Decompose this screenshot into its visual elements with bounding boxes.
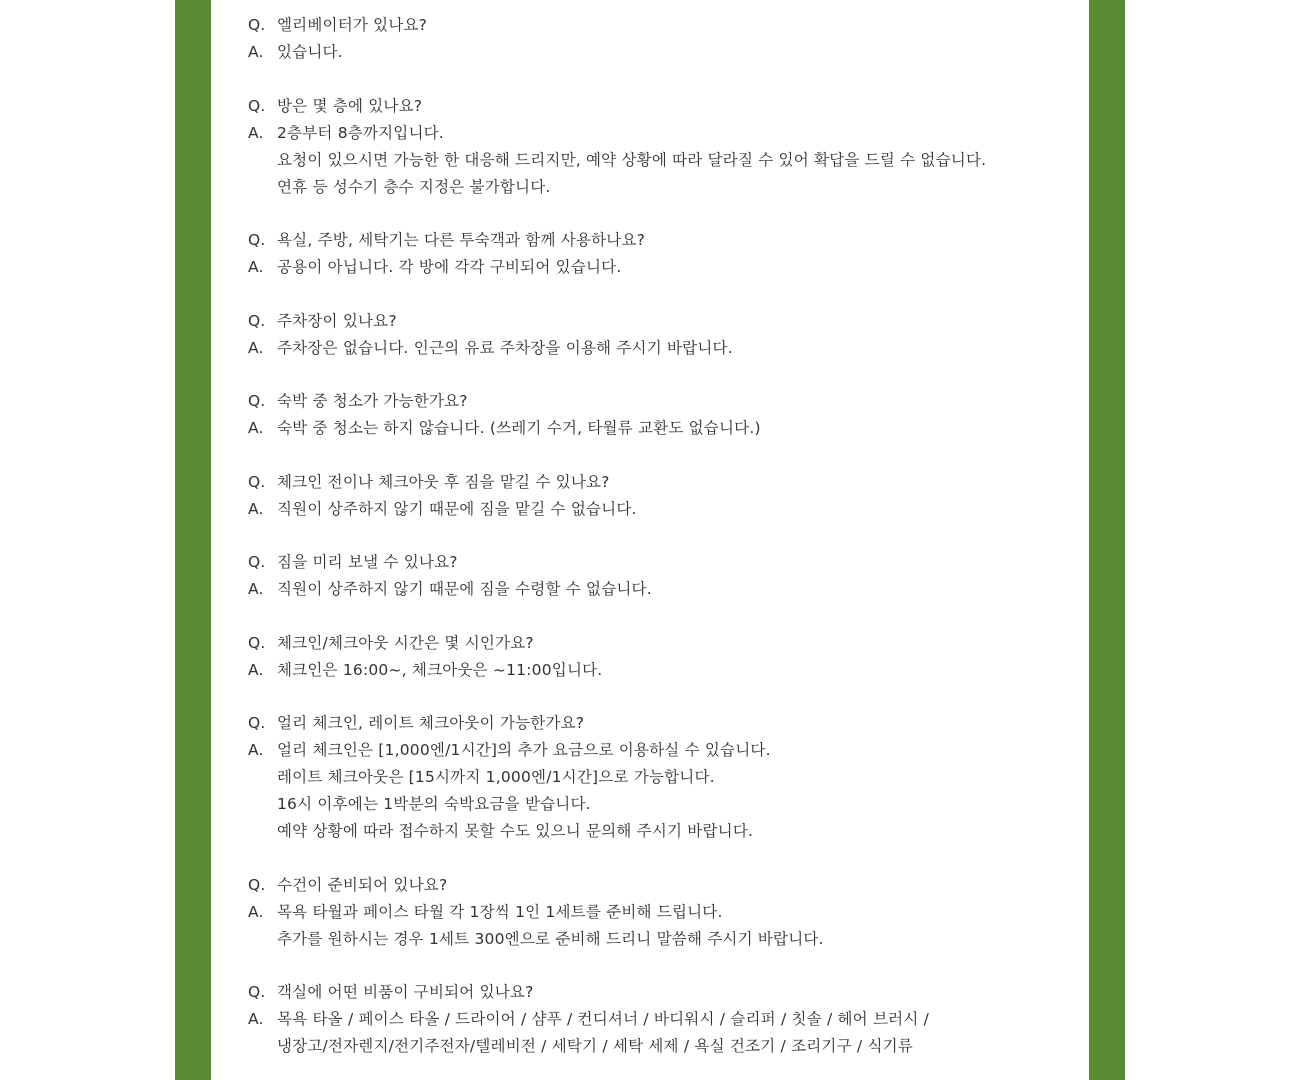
answer-line [248,147,1078,174]
question-text: 객실에 어떤 비품이 구비되어 있나요? [277,983,534,1001]
question-text: 짐을 미리 보낼 수 있나요? [277,553,458,571]
answer-line [248,576,1078,603]
answer-prefix [248,1033,277,1060]
answer-line [248,496,1078,523]
faq-item [248,979,1078,1060]
answer-line [248,791,1078,818]
faq-item [248,872,1078,953]
answer-prefix: A. [248,1010,264,1028]
answer-line [248,39,1078,66]
question-text: 얼리 체크인, 레이트 체크아웃이 가능한가요? [277,714,585,732]
question-prefix: Q. [248,875,266,894]
answer-line [248,1033,1078,1060]
answer-prefix [248,764,277,791]
faq-item [248,630,1078,684]
answer-line [248,737,1078,764]
question-prefix: Q. [248,983,266,1001]
answer-text: 2층부터 8층까지입니다. [277,123,444,142]
answer-prefix: A. [248,499,264,518]
answer-line [248,254,1078,281]
answer-text: 주차장은 없습니다. 인근의 유료 주차장을 이용해 주시기 바랍니다. [277,338,733,357]
answer-prefix: A. [248,902,264,921]
faq-item [248,388,1078,442]
question-line [248,979,1078,1006]
answer-line [248,120,1078,147]
question-text: 수건이 준비되어 있나요? [277,875,448,894]
question-text: 방은 몇 층에 있나요? [277,96,423,115]
faq-item [248,227,1078,281]
answer-prefix [248,174,277,201]
answer-prefix: A. [248,338,264,357]
answer-line [248,764,1078,791]
question-prefix: Q. [248,16,266,34]
question-line [248,93,1078,120]
answer-prefix: A. [248,258,264,276]
answer-line [248,657,1078,684]
faq-item [248,308,1078,362]
answer-line [248,818,1078,845]
question-prefix: Q. [248,472,266,491]
question-prefix: Q. [248,714,266,732]
answer-prefix [248,147,277,174]
answer-text: 연휴 등 성수기 층수 지정은 불가합니다. [277,177,551,196]
question-line [248,388,1078,415]
question-text: 체크인/체크아웃 시간은 몇 시인가요? [277,633,534,652]
answer-text: 냉장고/전자렌지/전기주전자/텔레비전 / 세탁기 / 세탁 세제 / 욕실 건조기 / 조리기구 / 식기류 [277,1037,913,1055]
question-prefix: Q. [248,392,266,410]
question-line [248,549,1078,576]
question-prefix: Q. [248,553,266,571]
answer-text: 요청이 있으시면 가능한 한 대응해 드리지만, 예약 상황에 따라 달라질 수 있어 확답을 드릴 수 없습니다. [277,150,987,169]
answer-text: 숙박 중 청소는 하지 않습니다. (쓰레기 수거, 타월류 교환도 없습니다.) [277,419,761,437]
answer-prefix: A. [248,741,264,759]
answer-line [248,335,1078,362]
question-line [248,227,1078,254]
answer-prefix: A. [248,660,264,679]
answer-line [248,926,1078,953]
question-line [248,630,1078,657]
faq-item [248,93,1078,201]
answer-text: 목욕 타올 / 페이스 타올 / 드라이어 / 샴푸 / 컨디셔너 / 바디워시 / 슬리퍼 / 칫솔 / 헤어 브러시 / [277,1010,930,1028]
question-text: 주차장이 있나요? [277,311,397,330]
question-line [248,308,1078,335]
question-line [248,12,1078,39]
right-green-border [1089,0,1125,1080]
question-line [248,710,1078,737]
answer-line [248,415,1078,442]
answer-text: 예약 상황에 따라 접수하지 못할 수도 있으니 문의해 주시기 바랍니다. [277,822,754,840]
question-prefix: Q. [248,231,266,249]
answer-line [248,899,1078,926]
faq-item [248,469,1078,523]
answer-prefix: A. [248,123,264,142]
left-green-border [175,0,211,1080]
answer-prefix [248,791,277,818]
faq-item [248,549,1078,603]
answer-text: 있습니다. [277,43,343,61]
answer-text: 공용이 아닙니다. 각 방에 각각 구비되어 있습니다. [277,258,622,276]
faq-item [248,710,1078,845]
question-prefix: Q. [248,311,266,330]
answer-prefix: A. [248,43,264,61]
answer-text: 추가를 원하시는 경우 1세트 300엔으로 준비해 드리니 말씀해 주시기 바랍니다. [277,929,824,948]
question-text: 욕실, 주방, 세탁기는 다른 투숙객과 함께 사용하나요? [277,231,646,249]
answer-prefix: A. [248,580,264,598]
answer-text: 얼리 체크인은 [1,000엔/1시간]의 추가 요금으로 이용하실 수 있습니다. [277,741,771,759]
question-text: 체크인 전이나 체크아웃 후 짐을 맡길 수 있나요? [277,472,610,491]
answer-prefix [248,818,277,845]
question-prefix: Q. [248,96,266,115]
question-prefix: Q. [248,633,266,652]
question-text: 숙박 중 청소가 가능한가요? [277,392,468,410]
answer-line [248,174,1078,201]
faq-list [248,12,1078,1080]
answer-text: 직원이 상주하지 않기 때문에 짐을 맡길 수 없습니다. [277,499,637,518]
question-text: 엘리베이터가 있나요? [277,16,428,34]
question-line [248,872,1078,899]
answer-text: 체크인은 16:00~, 체크아웃은 ~11:00입니다. [277,660,603,679]
question-line [248,469,1078,496]
answer-prefix [248,926,277,953]
faq-item [248,12,1078,66]
answer-text: 레이트 체크아웃은 [15시까지 1,000엔/1시간]으로 가능합니다. [277,768,715,786]
answer-line [248,1006,1078,1033]
answer-text: 목욕 타월과 페이스 타월 각 1장씩 1인 1세트를 준비해 드립니다. [277,902,723,921]
answer-text: 직원이 상주하지 않기 때문에 짐을 수령할 수 없습니다. [277,580,652,598]
answer-prefix: A. [248,419,264,437]
answer-text: 16시 이후에는 1박분의 숙박요금을 받습니다. [277,795,591,813]
